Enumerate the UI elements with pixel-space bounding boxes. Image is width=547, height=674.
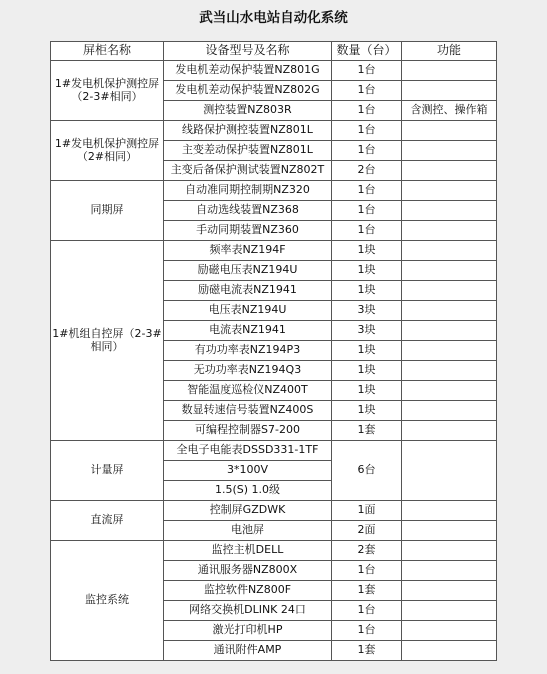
quantity-cell: 1块 [332,241,402,261]
function-cell [402,521,497,541]
function-cell [402,281,497,301]
table-row [51,181,497,201]
cabinet-name: 1#发电机保护测控屏（2-3#相同） [51,61,164,121]
function-cell [402,381,497,401]
function-cell [402,541,497,561]
table-row [51,121,497,141]
function-cell [402,401,497,421]
device-cell: 手动同期装置NZ360 [164,221,332,241]
quantity-cell: 1块 [332,261,402,281]
device-cell: 智能温度巡检仪NZ400T [164,381,332,401]
function-cell [402,321,497,341]
function-cell [402,641,497,661]
quantity-cell: 1块 [332,281,402,301]
cabinet-name: 直流屏 [51,501,164,541]
header-cabinet: 屏柜名称 [51,42,164,61]
meter-line: 全电子电能表DSSD331-1TF [164,441,332,461]
device-cell: 监控软件NZ800F [164,581,332,601]
cabinet-name: 1#机组自控屏（2-3#相同） [51,241,164,441]
function-cell [402,341,497,361]
cabinet-name: 同期屏 [51,181,164,241]
quantity-cell: 1台 [332,221,402,241]
quantity-cell: 1台 [332,181,402,201]
function-cell [402,161,497,181]
quantity-cell: 1台 [332,141,402,161]
function-cell [402,141,497,161]
quantity-cell: 2台 [332,161,402,181]
header-row [51,42,497,61]
page-title: 武当山水电站自动化系统 [199,10,348,26]
cabinet-name: 1#发电机保护测控屏（2#相同） [51,121,164,181]
quantity-cell: 1面 [332,501,402,521]
device-cell: 测控装置NZ803R [164,101,332,121]
quantity-cell: 2套 [332,541,402,561]
quantity-cell: 1套 [332,421,402,441]
quantity-cell: 1台 [332,601,402,621]
quantity-cell: 3块 [332,301,402,321]
device-cell: 监控主机DELL [164,541,332,561]
cabinet-name: 监控系统 [51,541,164,661]
quantity-cell: 1台 [332,201,402,221]
device-cell: 电压表NZ194U [164,301,332,321]
function-cell [402,261,497,281]
device-cell: 有功功率表NZ194P3 [164,341,332,361]
device-cell: 发电机差动保护装置NZ802G [164,81,332,101]
function-cell [402,581,497,601]
header-function: 功能 [402,42,497,61]
quantity-cell: 1套 [332,641,402,661]
device-cell: 通讯附件AMP [164,641,332,661]
meter-line: 1.5(S) 1.0级 [164,481,332,501]
quantity-cell: 1台 [332,81,402,101]
quantity-cell: 3块 [332,321,402,341]
device-cell: 主变后备保护测试装置NZ802T [164,161,332,181]
quantity-cell: 1台 [332,621,402,641]
quantity-cell: 2面 [332,521,402,541]
quantity-cell: 1块 [332,361,402,381]
function-cell [402,301,497,321]
device-cell: 激光打印机HP [164,621,332,641]
device-cell: 自动准同期控制期NZ320 [164,181,332,201]
meter-line: 3*100V [164,461,332,481]
device-cell: 控制屏GZDWK [164,501,332,521]
device-cell: 励磁电压表NZ194U [164,261,332,281]
table-row [51,61,497,81]
function-cell: 含测控、操作箱 [402,101,497,121]
quantity-cell: 1块 [332,381,402,401]
function-cell [402,201,497,221]
quantity-cell: 6台 [332,441,402,501]
function-cell [402,621,497,641]
table-row [51,501,497,521]
cabinet-name: 计量屏 [51,441,164,501]
table-row [51,541,497,561]
device-cell: 电流表NZ1941 [164,321,332,341]
device-cell: 频率表NZ194F [164,241,332,261]
function-cell [402,181,497,201]
quantity-cell: 1套 [332,581,402,601]
function-cell [402,501,497,521]
device-cell: 发电机差动保护装置NZ801G [164,61,332,81]
device-cell: 自动选线装置NZ368 [164,201,332,221]
function-cell [402,221,497,241]
header-device: 设备型号及名称 [164,42,332,61]
equipment-table [50,41,497,661]
header-quantity: 数量（台） [332,42,402,61]
function-cell [402,561,497,581]
function-cell [402,441,497,501]
device-cell: 数显转速信号装置NZ400S [164,401,332,421]
function-cell [402,121,497,141]
device-cell: 线路保护测控装置NZ801L [164,121,332,141]
function-cell [402,241,497,261]
device-cell: 可编程控制器S7-200 [164,421,332,441]
function-cell [402,421,497,441]
quantity-cell: 1块 [332,341,402,361]
function-cell [402,361,497,381]
function-cell [402,61,497,81]
table-row [51,241,497,261]
quantity-cell: 1台 [332,121,402,141]
device-cell: 电池屏 [164,521,332,541]
quantity-cell: 1台 [332,61,402,81]
device-cell: 励磁电流表NZ1941 [164,281,332,301]
table-row [51,441,497,461]
function-cell [402,81,497,101]
device-cell: 主变差动保护装置NZ801L [164,141,332,161]
quantity-cell: 1块 [332,401,402,421]
device-cell: 通讯服务器NZ800X [164,561,332,581]
device-cell: 网络交换机DLINK 24口 [164,601,332,621]
quantity-cell: 1台 [332,101,402,121]
device-cell: 无功功率表NZ194Q3 [164,361,332,381]
function-cell [402,601,497,621]
quantity-cell: 1台 [332,561,402,581]
